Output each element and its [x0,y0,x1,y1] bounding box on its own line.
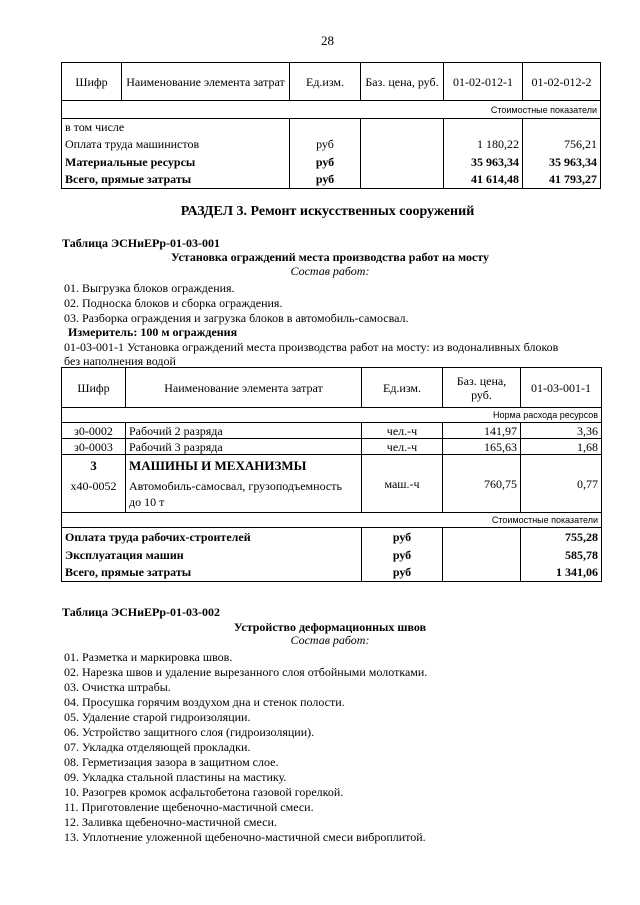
header-col1: 01-02-012-1 [444,63,523,101]
list-item: 10. Разогрев кромок асфальтобетона газовой горелкой. [64,785,344,799]
total-name: Оплата труда рабочих-строителей [62,528,362,546]
row-name: Материальные ресурсы [65,154,196,169]
row-value: 0,77 [521,455,602,513]
row-name: Автомобиль-самосвал, грузоподъемность [129,479,342,493]
list-item: 02. Нарезка швов и удаление вырезанного слоя отбойными молотками. [64,665,428,679]
row-name: Всего, прямые затраты [65,172,192,187]
table-row [62,423,602,439]
row-name: Рабочий 2 разряда [126,423,362,439]
table1 [61,367,602,582]
row-unit: руб [290,153,361,171]
table-row [62,564,602,582]
row-value-1: 1 180,22 [444,135,523,153]
row-price: 760,75 [443,455,521,513]
header-price: Баз. цена, руб. [361,63,444,101]
table1-description: 01-03-001-1 Установка ограждений места производства работ на мосту: из водоналивных блоков [64,340,559,354]
list-item: 01. Выгрузка блоков ограждения. [64,281,235,295]
list-item: 09. Укладка стальной пластины на мастику. [64,770,287,784]
list-item: 02. Подноска блоков и сборка ограждения. [64,296,283,310]
row-code: х40-0052 [70,479,117,493]
table1-code: Таблица ЭСНиЕРр-01-03-001 [62,236,221,250]
cost-indicators-label: Стоимостные показатели [62,513,602,528]
row-value: 1,68 [521,439,602,455]
list-item: 01. Разметка и маркировка швов. [64,650,233,664]
header-unit: Ед.изм. [290,63,361,101]
header-price: Баз. цена, руб. [443,368,521,408]
row-value: 3,36 [521,423,602,439]
row-unit: чел.-ч [362,423,443,439]
list-item: 12. Заливка щебеночно-мастичной смеси. [64,815,277,829]
total-name: Эксплуатация машин [62,546,362,564]
row-value-1: 35 963,34 [444,153,523,171]
table-row [62,439,602,455]
row-value-2: 35 963,34 [523,153,601,171]
list-item: 11. Приготовление щебеночно-мастичной смеси. [64,800,314,814]
row-value-1: 41 614,48 [444,171,523,189]
row-unit: руб [290,171,361,189]
row-name: Оплата труда машинистов [65,136,200,151]
total-value: 755,28 [521,528,602,546]
table1-title: Установка ограждений места производства работ на мосту [170,250,490,264]
section-title: РАЗДЕЛ 3. Ремонт искусственных сооружений [180,204,475,219]
row-code: з0-0003 [62,439,126,455]
total-name: Всего, прямые затраты [62,564,362,582]
row-name: в том числе [65,119,125,134]
table2-subtitle: Состав работ: [290,633,370,647]
row-unit: маш.-ч [362,455,443,513]
row-value-2: 41 793,27 [523,171,601,189]
list-item: 06. Устройство защитного слоя (гидроизоляции). [64,725,315,739]
top-table [61,62,601,189]
row-value-2: 756,21 [523,135,601,153]
row-name: Рабочий 3 разряда [126,439,362,455]
table-row [62,119,290,135]
list-item: 05. Удаление старой гидроизоляции. [64,710,251,724]
total-unit: руб [362,564,443,582]
machines-section-number: 3 [90,458,97,473]
header-col2: 01-02-012-2 [523,63,601,101]
cost-indicators-label: Стоимостные показатели [62,101,601,119]
header-name: Наименование элемента затрат [126,368,362,408]
table-row [62,455,602,513]
header-unit: Ед.изм. [362,368,443,408]
table2-title: Устройство деформационных швов [233,620,427,634]
table-row [62,135,290,153]
total-value: 1 341,06 [521,564,602,582]
total-value: 585,78 [521,546,602,564]
row-name-cont: до 10 т [129,495,165,509]
row-price: 165,63 [443,439,521,455]
table1-meter: Измеритель: 100 м ограждения [68,325,238,339]
header-name: Наименование элемента затрат [122,63,290,101]
list-item: 03. Очистка штрабы. [64,680,171,694]
list-item: 07. Укладка отделяющей прокладки. [64,740,251,754]
header-col1: 01-03-001-1 [521,368,602,408]
row-code: з0-0002 [62,423,126,439]
header-code: Шифр [62,63,122,101]
total-unit: руб [362,546,443,564]
row-price: 141,97 [443,423,521,439]
total-unit: руб [362,528,443,546]
list-item: 03. Разборка ограждения и загрузка блоков в автомобиль-самосвал. [64,311,409,325]
table-row [62,546,602,564]
header-code: Шифр [62,368,126,408]
row-unit: чел.-ч [362,439,443,455]
table-row [62,171,290,189]
table1-description-cont: без наполнения водой [64,354,176,368]
list-item: 13. Уплотнение уложенной щебеночно-мастичной смеси виброплитой. [64,830,426,844]
table1-subtitle: Состав работ: [290,264,370,278]
list-item: 04. Просушка горячим воздухом дна и стенок полости. [64,695,345,709]
row-unit: руб [290,135,361,153]
table2-code: Таблица ЭСНиЕРр-01-03-002 [62,605,221,619]
machines-section-title: МАШИНЫ И МЕХАНИЗМЫ [129,458,307,473]
table-row [62,528,602,546]
list-item: 08. Герметизация зазора в защитном слое. [64,755,279,769]
table-row [62,153,290,171]
norm-label: Норма расхода ресурсов [62,408,602,423]
page-number: 28 [321,33,334,48]
